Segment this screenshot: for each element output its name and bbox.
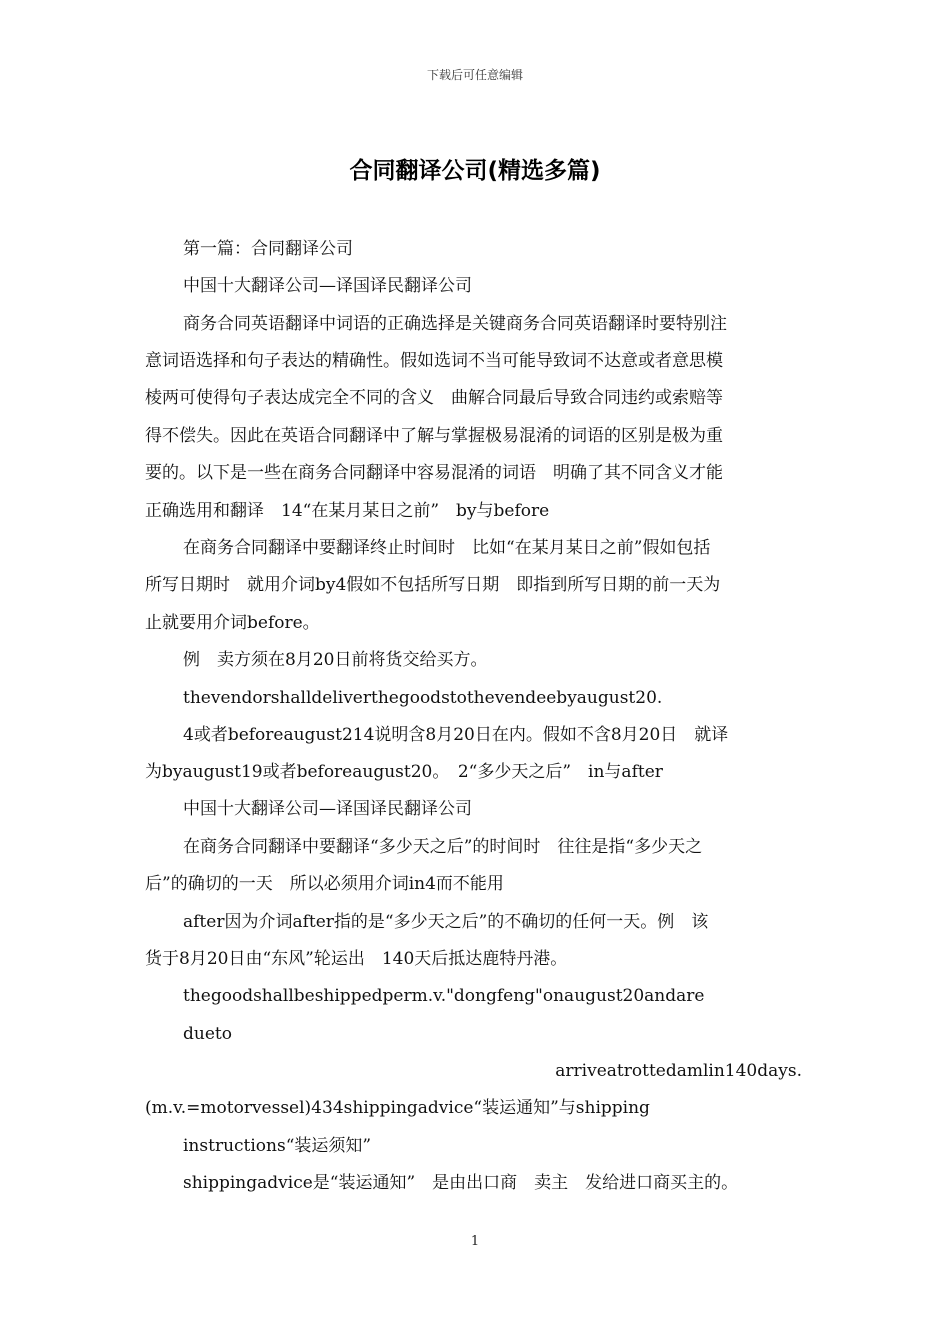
paragraph-line: 为byaugust19或者beforeaugust20。 2“多少天之后” in与after xyxy=(145,762,663,782)
paragraph-line: 得不偿失。因此在英语合同翻译中了解与掌握极易混淆的词语的区别是极为重 xyxy=(145,426,723,446)
paragraph-line: 要的。以下是一些在商务合同翻译中容易混淆的词语 明确了其不同含义才能 xyxy=(145,463,723,483)
paragraph-line: 在商务合同翻译中要翻译终止时间时 比如“在某月某日之前”假如包括 xyxy=(183,538,711,558)
document-title: 合同翻译公司(精选多篇) xyxy=(349,158,601,184)
paragraph-line: 正确选用和翻译 14“在某月某日之前” by与before xyxy=(145,501,550,521)
paragraph-line: (m.v.=motorvessel)434shippingadvice“装运通知”与shipping xyxy=(145,1098,650,1118)
header-note: 下载后可任意编辑 xyxy=(426,68,523,82)
paragraph-line: 商务合同英语翻译中词语的正确选择是关键商务合同英语翻译时要特别注 xyxy=(183,314,727,334)
paragraph-line: 意词语选择和句子表达的精确性。假如选词不当可能导致词不达意或者意思模 xyxy=(145,351,723,371)
paragraph-line: 中国十大翻译公司—译国译民翻译公司 xyxy=(183,799,472,819)
paragraph-line: thegoodshallbeshippedperm.v."dongfeng"onaugust20andare xyxy=(183,986,705,1006)
paragraph-line: 第一篇：合同翻译公司 xyxy=(183,239,353,259)
paragraph-line: 所写日期时 就用介词by4假如不包括所写日期 即指到所写日期的前一天为 xyxy=(145,575,721,595)
paragraph-line: 后”的确切的一天 所以必须用介词in4而不能用 xyxy=(145,874,504,894)
paragraph-line: instructions“装运须知” xyxy=(183,1136,372,1156)
paragraph-line: shippingadvice是“装运通知” 是由出口商 卖主 发给进口商买主的。 xyxy=(183,1173,739,1193)
paragraph-line: thevendorshalldeliverthegoodstothevendeebyaugust20. xyxy=(183,688,663,708)
paragraph-line: 例 卖方须在8月20日前将货交给买方。 xyxy=(183,650,488,670)
paragraph-line: dueto xyxy=(183,1024,232,1044)
paragraph-line: 货于8月20日由“东风”轮运出 140天后抵达鹿特丹港。 xyxy=(145,949,568,969)
paragraph-line: 止就要用介词before。 xyxy=(145,613,320,633)
paragraph-line: 棱两可使得句子表达成完全不同的含义 曲解合同最后导致合同违约或索赔等 xyxy=(145,388,723,408)
paragraph-line: arriveatrottedamlin140days. xyxy=(555,1061,802,1081)
page-number: 1 xyxy=(470,1234,480,1249)
paragraph-line: 中国十大翻译公司—译国译民翻译公司 xyxy=(183,276,472,296)
paragraph-line: 4或者beforeaugust214说明含8月20日在内。假如不含8月20日 就译 xyxy=(183,725,729,745)
paragraph-line: after因为介词after指的是“多少天之后”的不确切的任何一天。例 该 xyxy=(183,912,709,932)
paragraph-line: 在商务合同翻译中要翻译“多少天之后”的时间时 往往是指“多少天之 xyxy=(183,837,703,857)
